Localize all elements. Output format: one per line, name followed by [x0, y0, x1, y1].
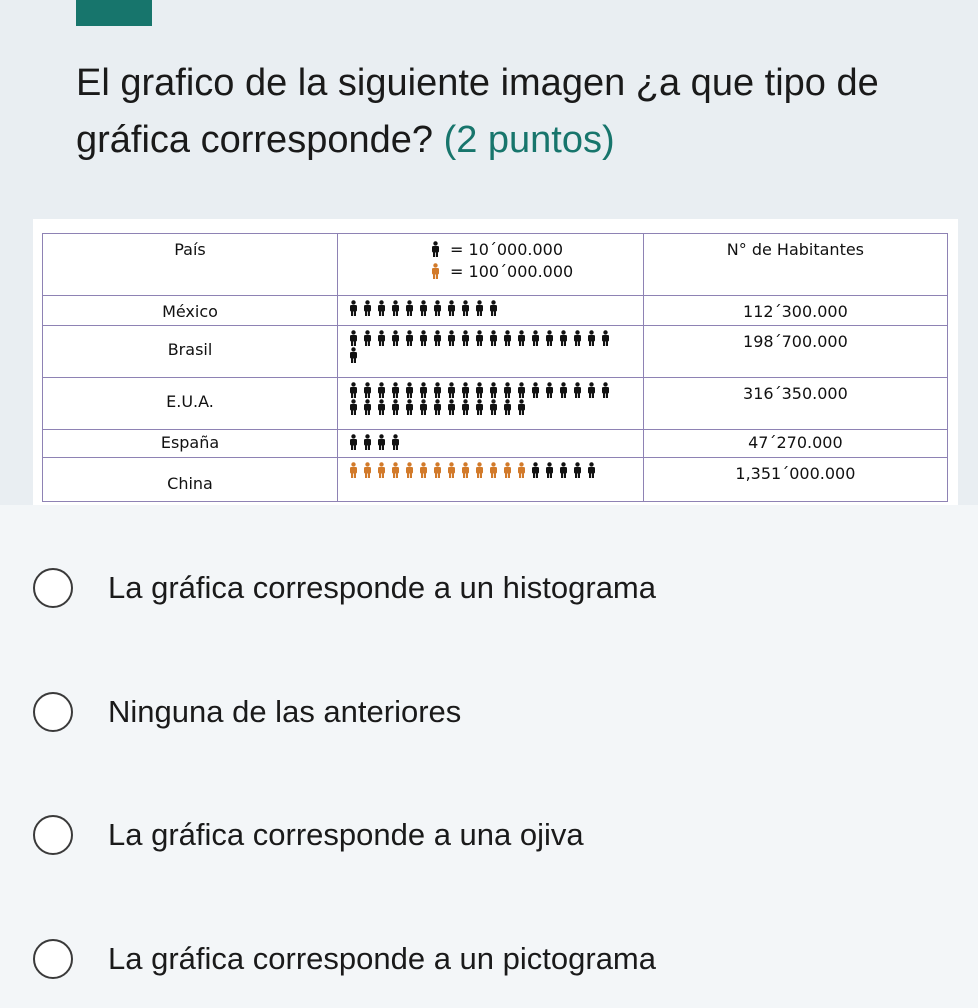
- person-icon-black: [502, 399, 516, 416]
- person-icon-black: [432, 382, 446, 399]
- person-icon-black: [362, 330, 376, 347]
- row-icons: [338, 430, 618, 451]
- person-icon-black: [502, 330, 516, 347]
- row-icons: [338, 378, 618, 416]
- row-country: Brasil: [167, 340, 213, 359]
- person-icon-black: [348, 330, 362, 347]
- person-icon-black: [558, 382, 572, 399]
- person-icon-black: [418, 382, 432, 399]
- option-ojiva[interactable]: [33, 812, 584, 858]
- option-pictograma[interactable]: [33, 936, 656, 982]
- person-icon-black: [460, 300, 474, 317]
- pictogram-table: [42, 233, 948, 502]
- person-icon-black: [432, 399, 446, 416]
- person-icon-black: [418, 399, 432, 416]
- person-icon-black: [488, 330, 502, 347]
- person-icon-black: [530, 330, 544, 347]
- table-row: [43, 326, 948, 378]
- person-icon-black: [530, 462, 544, 479]
- person-icon-black: [418, 330, 432, 347]
- question-text: El grafico de la siguiente imagen ¿a que tipo de gráfica corresponde?: [76, 62, 879, 161]
- person-icon-black: [390, 434, 404, 451]
- person-icon-black: [404, 330, 418, 347]
- accent-tab-marker: [76, 0, 152, 26]
- row-country: España: [160, 433, 220, 452]
- row-inhabitants: 1,351´000.000: [735, 464, 856, 483]
- person-icon-black: [572, 462, 586, 479]
- person-icon-black: [446, 300, 460, 317]
- person-icon-black: [544, 462, 558, 479]
- person-icon-orange: [432, 462, 446, 479]
- legend-orange-value: = 100´000.000: [450, 261, 574, 281]
- legend-black-value: = 10´000.000: [450, 239, 564, 259]
- row-inhabitants: 47´270.000: [748, 433, 843, 452]
- person-icon-black: [348, 347, 362, 364]
- row-country: E.U.A.: [166, 392, 214, 411]
- person-icon-black: [446, 382, 460, 399]
- person-icon-black: [390, 399, 404, 416]
- person-icon-black: [586, 330, 600, 347]
- person-icon-black: [376, 434, 390, 451]
- person-icon-black: [516, 382, 530, 399]
- table-row: [43, 296, 948, 326]
- option-histograma[interactable]: [33, 565, 656, 611]
- table-header-row: [43, 234, 948, 296]
- option-label: La gráfica corresponde a una ojiva: [108, 817, 584, 852]
- person-icon-black: [404, 300, 418, 317]
- person-icon-black: [558, 330, 572, 347]
- person-icon-orange: [502, 462, 516, 479]
- person-icon-black: [474, 382, 488, 399]
- row-inhabitants: 198´700.000: [743, 332, 848, 351]
- question-title: [76, 55, 936, 169]
- person-icon-black: [600, 382, 614, 399]
- person-icon-black: [432, 300, 446, 317]
- person-icon-black: [474, 330, 488, 347]
- person-icon-black: [488, 399, 502, 416]
- row-country: México: [162, 302, 218, 321]
- header-inhabitants-cell: [643, 234, 947, 296]
- person-icon-black: [376, 300, 390, 317]
- person-icon-black: [390, 300, 404, 317]
- header-country-cell: [43, 234, 338, 296]
- person-icon-orange: [376, 462, 390, 479]
- person-icon-black: [362, 434, 376, 451]
- person-icon-black: [460, 382, 474, 399]
- header-legend-cell: [338, 234, 644, 296]
- person-icon-orange: [474, 462, 488, 479]
- person-icon-black: [362, 382, 376, 399]
- header-country: País: [174, 240, 206, 259]
- person-icon-black: [390, 382, 404, 399]
- person-icon-black: [460, 399, 474, 416]
- person-icon-black: [516, 399, 530, 416]
- row-icons: [338, 326, 618, 364]
- option-label: Ninguna de las anteriores: [108, 694, 462, 729]
- person-icon-black: [446, 399, 460, 416]
- person-icon-black: [418, 300, 432, 317]
- person-icon-orange: [362, 462, 376, 479]
- person-icon-orange: [460, 462, 474, 479]
- person-icon-black: [446, 330, 460, 347]
- person-icon-black: [586, 382, 600, 399]
- person-icon-black: [348, 434, 362, 451]
- person-icon-black: [502, 382, 516, 399]
- row-icons: [338, 296, 618, 317]
- person-icon-orange: [404, 462, 418, 479]
- legend-orange: [430, 260, 643, 282]
- person-icon-black: [348, 399, 362, 416]
- person-icon-orange: [418, 462, 432, 479]
- row-icons: [338, 458, 618, 479]
- radio-button[interactable]: [33, 815, 73, 855]
- row-inhabitants: 316´350.000: [743, 384, 848, 403]
- person-icon-black: [530, 382, 544, 399]
- person-icon-orange: [488, 462, 502, 479]
- person-icon-orange: [516, 462, 530, 479]
- person-icon-black: [516, 330, 530, 347]
- person-icon-orange: [348, 462, 362, 479]
- person-icon-orange: [446, 462, 460, 479]
- radio-button[interactable]: [33, 692, 73, 732]
- person-icon-black: [572, 382, 586, 399]
- person-icon-black: [488, 382, 502, 399]
- person-icon-black: [362, 399, 376, 416]
- option-label: La gráfica corresponde a un histograma: [108, 570, 656, 605]
- person-icon-black: [430, 241, 444, 258]
- row-inhabitants: 112´300.000: [743, 302, 848, 321]
- person-icon-black: [348, 300, 362, 317]
- person-icon-black: [544, 330, 558, 347]
- person-icon-black: [572, 330, 586, 347]
- person-icon-black: [390, 330, 404, 347]
- person-icon-black: [376, 330, 390, 347]
- row-country: China: [167, 474, 213, 493]
- person-icon-black: [474, 300, 488, 317]
- person-icon-black: [558, 462, 572, 479]
- person-icon-orange: [390, 462, 404, 479]
- table-row: [43, 430, 948, 458]
- person-icon-black: [376, 399, 390, 416]
- person-icon-black: [544, 382, 558, 399]
- person-icon-black: [404, 399, 418, 416]
- question-points: (2 puntos): [443, 119, 615, 161]
- header-inhabitants: N° de Habitantes: [726, 240, 865, 259]
- option-label: La gráfica corresponde a un pictograma: [108, 941, 656, 976]
- radio-button[interactable]: [33, 939, 73, 979]
- person-icon-orange: [430, 263, 444, 280]
- legend-black: [430, 238, 643, 260]
- table-row: [43, 458, 948, 502]
- table-row: [43, 378, 948, 430]
- option-ninguna[interactable]: [33, 689, 461, 735]
- person-icon-black: [432, 330, 446, 347]
- person-icon-black: [586, 462, 600, 479]
- person-icon-black: [376, 382, 390, 399]
- person-icon-black: [600, 330, 614, 347]
- person-icon-black: [348, 382, 362, 399]
- person-icon-black: [474, 399, 488, 416]
- person-icon-black: [404, 382, 418, 399]
- person-icon-black: [460, 330, 474, 347]
- radio-button[interactable]: [33, 568, 73, 608]
- person-icon-black: [362, 300, 376, 317]
- person-icon-black: [488, 300, 502, 317]
